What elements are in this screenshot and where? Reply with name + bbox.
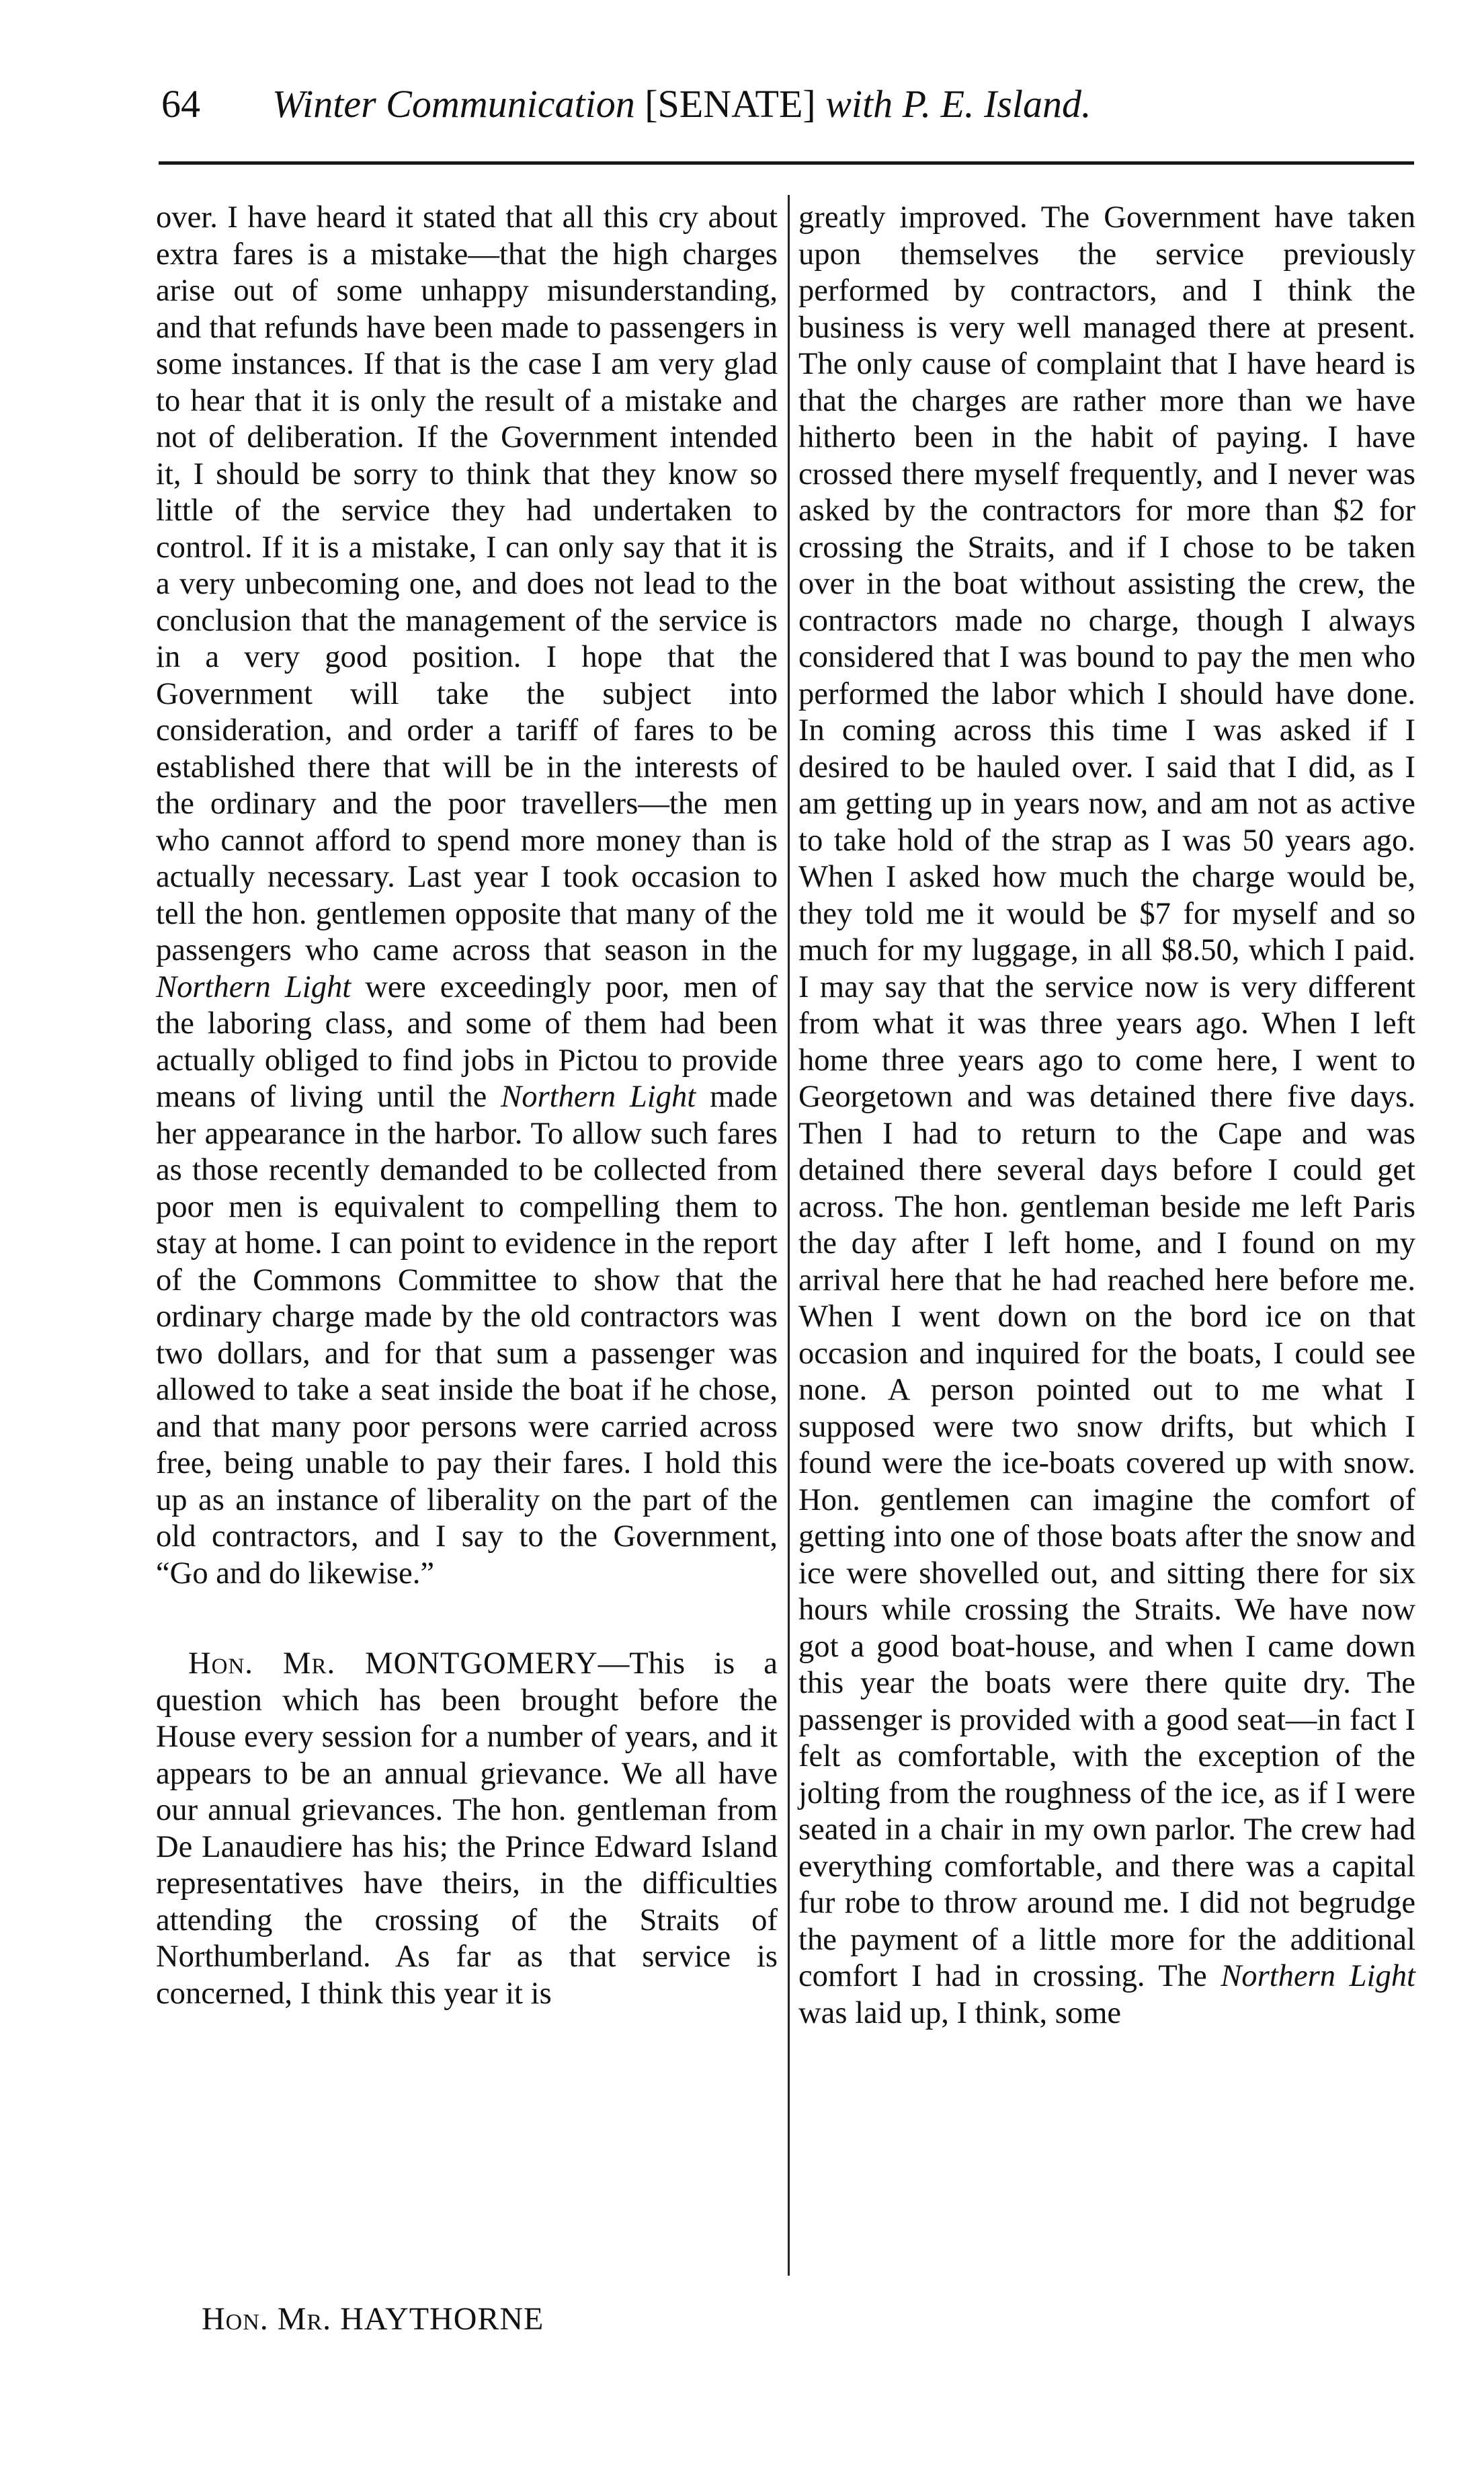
column-divider (788, 195, 790, 2276)
left-column (156, 199, 778, 2011)
title-winter-communication: Winter Communication (272, 82, 635, 126)
next-speaker-haythorne: Hon. Mr. HAYTHORNE (202, 2301, 544, 2337)
ship-name-1: Northern Light (156, 969, 352, 1004)
title-senate: [SENATE] (645, 82, 816, 126)
running-title (272, 67, 1091, 141)
page-number: 64 (161, 82, 200, 126)
left-p2-text: —This is a question which has been brought before the House every session for a number of years, and it appears to be an annual grievance. We all have our annual grievances. The hon. gentleman from De Lanaudiere has his; the Prince Edward Island representatives have theirs, in the difficulties attending the crossing of the Straits of Northumberland. As far as that service is concerned, I think this year it is (156, 1646, 778, 2011)
left-p1-text-c: made her appearance in the harbor. To allow such fares as those recently demanded to be collected from poor men is equivalent to compelling them to stay at home. I can point to evidence in the report of the Commons Committee to show that the ordinary charge made by the old contractors was two dollars, and for that sum a passenger was allowed to take a seat inside the boat if he chose, and that many poor persons were carried across free, being unable to pay their fares. I hold this up as an instance of liberality on the part of the old contractors, and I say to the Government, “Go and do likewise.” (156, 1079, 778, 1591)
header-rule (159, 161, 1414, 165)
running-header (161, 67, 1411, 141)
left-paragraph-1 (156, 199, 778, 1591)
speaker-montgomery: Hon. Mr. MONTGOMERY (188, 1646, 598, 1681)
left-paragraph-2 (156, 1645, 778, 2011)
right-p1-text-b: was laid up, I think, some (798, 1995, 1122, 2030)
right-p1-text-a: greatly improved. The Government have taken upon themselves the service previously performed by contractors, and I think the business is very well managed there at present. The only cause of complaint that I have heard is that the charges are rather more than we have hitherto been in the habit of paying. I have crossed there myself frequently, and I never was asked by the contractors for more than $2 for crossing the Straits, and if I chose to be taken over in the boat without assisting the crew, the contractors made no charge, though I always considered that I was bound to pay the men who performed the labor which I should have done. In coming across this time I was asked if I desired to be hauled over. I said that I did, as I am getting up in years now, and am not as active to take hold of the strap as I was 50 years ago. When I asked how much the charge would be, they told me it would be $7 for myself and so much for my luggage, in all $8.50, which I paid. I may say that the service now is very different from what it was three years ago. When I left home three years ago to come here, I went to Georgetown and was detained there five days. Then I had to return to the Cape and was detained there several days before I could get across. The hon. gentleman beside me left Paris the day after I left home, and I found on my arrival here that he had reached here before me. When I went down on the bord ice on that occasion and inquired for the boats, I could see none. A person pointed out to me what I supposed were two snow drifts, but which I found were the ice-boats covered up with snow. Hon. gentlemen can imagine the comfort of getting into one of those boats after the snow and ice were shovelled out, and sitting there for six hours while crossing the Straits. We have now got a good boat-house, and when I came down this year the boats were there quite dry. The passenger is provided with a good seat—in fact I felt as comfortable, with the exception of the jolting from the roughness of the ice, as if I were seated in a chair in my own parlor. The crew had everything comfortable, and there was a capital fur robe to throw around me. I did not begrudge the payment of a little more for the additional comfort I had in crossing. The (798, 200, 1415, 1993)
left-p1-text-a: over. I have heard it stated that all this cry about extra fares is a mistake—that the high charges arise out of some unhappy misunderstanding, and that refunds have been made to passengers in some instances. If that is the case I am very glad to hear that it is only the result of a mistake and not of deliberation. If the Government intended it, I should be sorry to think that they know so little of the service they had undertaken to control. If it is a mistake, I can only say that it is a very unbecoming one, and does not lead to the conclusion that the management of the service is in a very good position. I hope that the Government will take the subject into consideration, and order a tariff of fares to be established there that will be in the interests of the ordinary and the poor travellers—the men who cannot afford to spend more money than is actually necessary. Last year I took occasion to tell the hon. gentlemen opposite that many of the passengers who came across that season in the (156, 200, 778, 967)
ship-name-3: Northern Light (1221, 1958, 1415, 1993)
left-p1-text-b: were exceedingly poor, men of the laboring class, and some of them had been actually obliged to find jobs in Pictou to provide means of living until the (156, 969, 778, 1114)
ship-name-2: Northern Light (501, 1079, 696, 1114)
right-paragraph-1 (798, 199, 1415, 2031)
title-with-pei: with P. E. Island. (825, 82, 1091, 126)
right-column (798, 199, 1415, 2031)
